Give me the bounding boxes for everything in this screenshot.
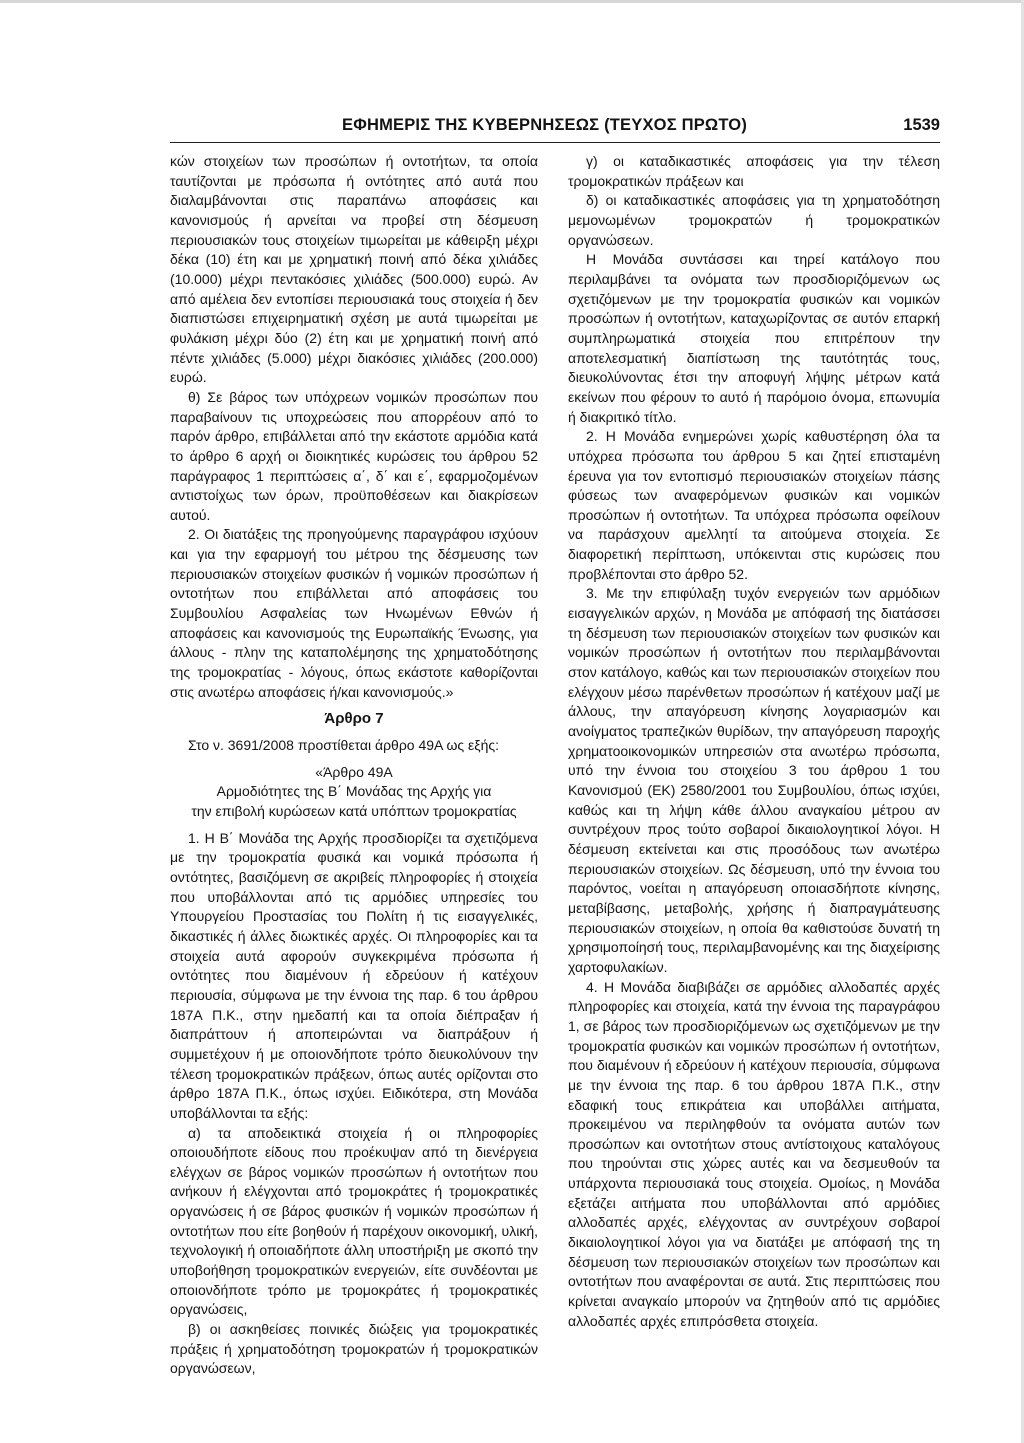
- paragraph-2-right: 2. Η Μονάδα ενημερώνει χωρίς καθυστέρηση όλα τα υπόχρεα πρόσωπα του άρθρου 5 και ζητεί επισταμένη έρευνα για τον εντοπισμό περιουσιακών στοιχείων πάσης φύσεως των αναφερόμενων φυσικών και νομικών προσώπων ή οντοτήτων. Τα υπόχρεα πρόσωπα οφείλουν να παράσχουν αμελλητί τα αιτούμενα στοιχεία. Σε διαφορετική περίπτωση, υπόκεινται στις κυρώσεις που προβλέπονται στο άρθρο 52.: [568, 428, 940, 582]
- gazette-title: ΕΦΗΜΕΡΙΣ ΤΗΣ ΚΥΒΕΡΝΗΣΕΩΣ (ΤΕΥΧΟΣ ΠΡΩΤΟ): [342, 116, 748, 134]
- paragraph-4: 4. Η Μονάδα διαβιβάζει σε αρμόδιες αλλοδαπές αρχές πληροφορίες και στοιχεία, κατά την έννοια της παραγράφου 1, σε βάρος των προσδιοριζόμενων ως σχετιζόμενων με την τρομοκρατία φυσικών και νομικών προσώπων ή οντοτήτων, που διαμένουν ή εδρεύουν ή κατέχουν περιουσία, σύμφωνα με την έννοια της παρ. 6 του άρθρου 187Α Π.Κ., στην εδαφική τους επικράτεια και υποβάλλει αιτήματα, προκειμένου να περιληφθούν τα ονόματα αυτών των προσώπων και οντοτήτων στους αντίστοιχους καταλόγους που τηρούνται στις χώρες αυτές και να δεσμευθούν τα υπάρχοντα περιουσιακά τους στοιχεία. Ομοίως, η Μονάδα εξετάζει αιτήματα που υποβάλλονται από αρμόδιες αλλοδαπές αρχές, ελέγχοντας αν συντρέχουν σοβαροί δικαιολογητικοί λόγοι για να διατάξει με απόφασή της τη δέσμευση των περιουσιακών στοιχείων των προσώπων και οντοτήτων που αναφέρονται σε αυτά. Στις περιπτώσεις που κρίνεται αναγκαίο μπορούν να ζητηθούν από τις αρμόδιες αλλοδαπές αρχές επιπρόσθετα στοιχεία.: [568, 978, 940, 1329]
- list-item-alpha: α) τα αποδεικτικά στοιχεία ή οι πληροφορίες οποιουδήποτε είδους που προέκυψαν από τη διενέργεια ελέγχων σε βάρος νομικών προσώπων ή οντοτήτων που ανήκουν ή ελέγχονται από τρομοκράτες ή τρομοκρατικές οργανώσεις ή σε βάρος φυσικών ή νομικών προσώπων ή οντοτήτων που είτε βοηθούν ή παρέχουν οικονομική, υλική, τεχνολογική ή οποιαδήποτε άλλη υποστήριξη με σκοπό την υποβοήθηση τρομοκρατικών ενεργειών, είτε συνδέονται με οποιονδήποτε τρόπο με τρομοκράτες ή τρομοκρατικές οργανώσεις,: [170, 1124, 538, 1318]
- list-item-gamma: γ) οι καταδικαστικές αποφάσεις για την τέλεση τρομοκρατικών πράξεων και: [568, 153, 940, 189]
- list-item-delta: δ) οι καταδικαστικές αποφάσεις για τη χρηματοδότηση μεμονωμένων τρομοκρατών ή τρομοκρατικών οργανώσεων.: [568, 192, 940, 248]
- paragraph-2: 2. Οι διατάξεις της προηγούμενης παραγράφου ισχύουν και για την εφαρμογή του μέτρου της δέσμευσης των περιουσιακών στοιχείων φυσικών ή νομικών προσώπων ή οντοτήτων που επιβάλλεται από αποφάσεις του Συμβουλίου Ασφαλείας των Ηνωμένων Εθνών ή αποφάσεις και κανονισμούς της Ευρωπαϊκής Ένωσης, για άλλους - πλην της καταπολέμησης της χρηματοδότησης της τρομοκρατίας - λόγους, όπως εκάστοτε καθορίζονται στις ανωτέρω αποφάσεις ή/και κανονισμούς.»: [170, 526, 538, 700]
- sub-article-title-line-1: Αρμοδιότητες της Β΄ Μονάδας της Αρχής για: [216, 783, 492, 800]
- left-column: [170, 152, 538, 1379]
- page-header: [170, 116, 940, 140]
- article-heading: Άρθρο 7: [324, 710, 384, 728]
- paragraph-list: Η Μονάδα συντάσσει και τηρεί κατάλογο που περιλαμβάνει τα ονόματα των προσδιοριζόμενων ως σχετιζόμενων με την τρομοκρατία φυσικών και νομικών προσώπων ή οντοτήτων, καταχωρίζοντας σε αυτόν επαρκή συμπληρωματικά στοιχεία που επιτρέπουν την αποτελεσματική διαπίστωση της ταυτότητάς τους, διευκολύνοντας έτσι την αποφυγή λήψης μέτρων κατά εκείνων που φέρουν το αυτό ή παρόμοιο όνομα, επωνυμία ή διακριτικό τίτλο.: [568, 251, 940, 425]
- sub-article-title-line-2: την επιβολή κυρώσεων κατά υπόπτων τρομοκρατίας: [191, 803, 517, 819]
- amendment-line: Στο ν. 3691/2008 προστίθεται άρθρο 49Α ως εξής:: [188, 737, 499, 754]
- paragraph-1: 1. Η Β΄ Μονάδα της Αρχής προσδιορίζει τα σχετιζόμενα με την τρομοκρατία φυσικά και νομικά πρόσωπα ή οντότητες, βασιζόμενη σε ακριβείς πληροφορίες ή στοιχεία που υποβάλλονται από τις αρμόδιες υπηρεσίες του Υπουργείου Προστασίας του Πολίτη ή τις εισαγγελικές, δικαστικές ή άλλες διωκτικές αρχές. Οι πληροφορίες και τα στοιχεία αυτά αφορούν συγκεκριμένα πρόσωπα ή οντότητες που διαμένουν ή εδρεύουν ή κατέχουν περιουσία, σύμφωνα με την έννοια της παρ. 6 του άρθρου 187Α Π.Κ., στην ημεδαπή και τα οποία διέπραξαν ή διαπράττουν ή αποπειρώνται να διαπράξουν ή συμμετέχουν ή με οποιονδήποτε τρόπο διευκολύνουν την τέλεση τρομοκρατικών πράξεων, όπως αυτές ορίζονται στο άρθρο 187Α Π.Κ., όπως ισχύει. Ειδικότερα, στη Μονάδα υποβάλλονται τα εξής:: [170, 829, 538, 1121]
- list-item-beta: β) οι ασκηθείσες ποινικές διώξεις για τρομοκρατικές πράξεις ή χρηματοδότηση τρομοκρατών ή τρομοκρατικών οργανώσεων,: [170, 1321, 538, 1377]
- paragraph-theta: θ) Σε βάρος των υπόχρεων νομικών προσώπων που παραβαίνουν τις υποχρεώσεις που απορρέουν από το παρόν άρθρο, επιβάλλεται από την εκάστοτε αρμόδια κατά το άρθρο 6 αρχή οι διοικητικές κυρώσεις του άρθρου 52 παράγραφος 1 περιπτώσεις α΄, δ΄ και ε΄, εφαρμοζομένων αντιστοίχως των όρων, προϋποθέσεων και διακρίσεων αυτού.: [170, 388, 538, 523]
- page-number: 1539: [903, 116, 940, 134]
- sub-article-heading: «Άρθρο 49Α: [315, 763, 393, 780]
- paragraph: κών στοιχείων των προσώπων ή οντοτήτων, τα οποία ταυτίζονται με πρόσωπα ή οντότητες από αυτά που διαλαμβάνονται στις παραπάνω αποφάσεις και κανονισμούς ή αρνείται να προβεί στη δέσμευση περιουσιακών τους στοιχείων τιμωρείται με κάθειρξη μέχρι δέκα (10) έτη και με χρηματική ποινή από δέκα χιλιάδες (10.000) μέχρι πεντακόσιες χιλιάδες (500.000) ευρώ. Αν από αμέλεια δεν εντοπίσει περιουσιακά τους στοιχεία ή δεν διαπιστώσει επιχειρηματική σχέση με αυτά τιμωρείται με φυλάκιση μέχρι δύο (2) έτη και με χρηματική ποινή από πέντε χιλιάδες (5.000) μέχρι διακόσιες χιλιάδες (200.000) ευρώ.: [170, 153, 538, 386]
- scan-edge-top: [0, 0, 1024, 3]
- paragraph-3: 3. Με την επιφύλαξη τυχόν ενεργειών των αρμόδιων εισαγγελικών αρχών, η Μονάδα με απόφασή της διατάσσει τη δέσμευση των περιουσιακών στοιχείων των φυσικών και νομικών προσώπων ή οντοτήτων που περιλαμβάνονται στον κατάλογο, καθώς και των περιουσιακών στοιχείων που ελέγχουν μέσω παρένθετων προσώπων ή κατέχουν μαζί με άλλους, την απαγόρευση κίνησης λογαριασμών και ανοίγματος τραπεζικών θυρίδων, την απαγόρευση παροχής χρηματοοικονομικών υπηρεσιών στα ανωτέρω πρόσωπα, υπό την έννοια του στοιχείου 3 του άρθρου 1 του Κανονισμού (ΕΚ) 2580/2001 του Συμβουλίου, όπως ισχύει, καθώς και τη λήψη κάθε άλλου αναγκαίου μέτρου αν συντρέχουν προς τούτο σοβαροί δικαιολογητικοί λόγοι. Η δέσμευση εκτείνεται και στις προσόδους των ανωτέρω περιουσιακών στοιχείων. Ως δέσμευση, υπό την έννοια του παρόντος, νοείται η απαγόρευση οποιασδήποτε κίνησης, μεταβίβασης, μεταβολής, χρήσης ή διαπραγμάτευσης περιουσιακών στοιχείων, η οποία θα καθιστούσε δυνατή τη χρησιμοποίησή τους, περιλαμβανομένης και της διαχείρισης χαρτοφυλακίων.: [568, 585, 940, 975]
- header-rule: [170, 142, 940, 143]
- right-column: [568, 152, 940, 1331]
